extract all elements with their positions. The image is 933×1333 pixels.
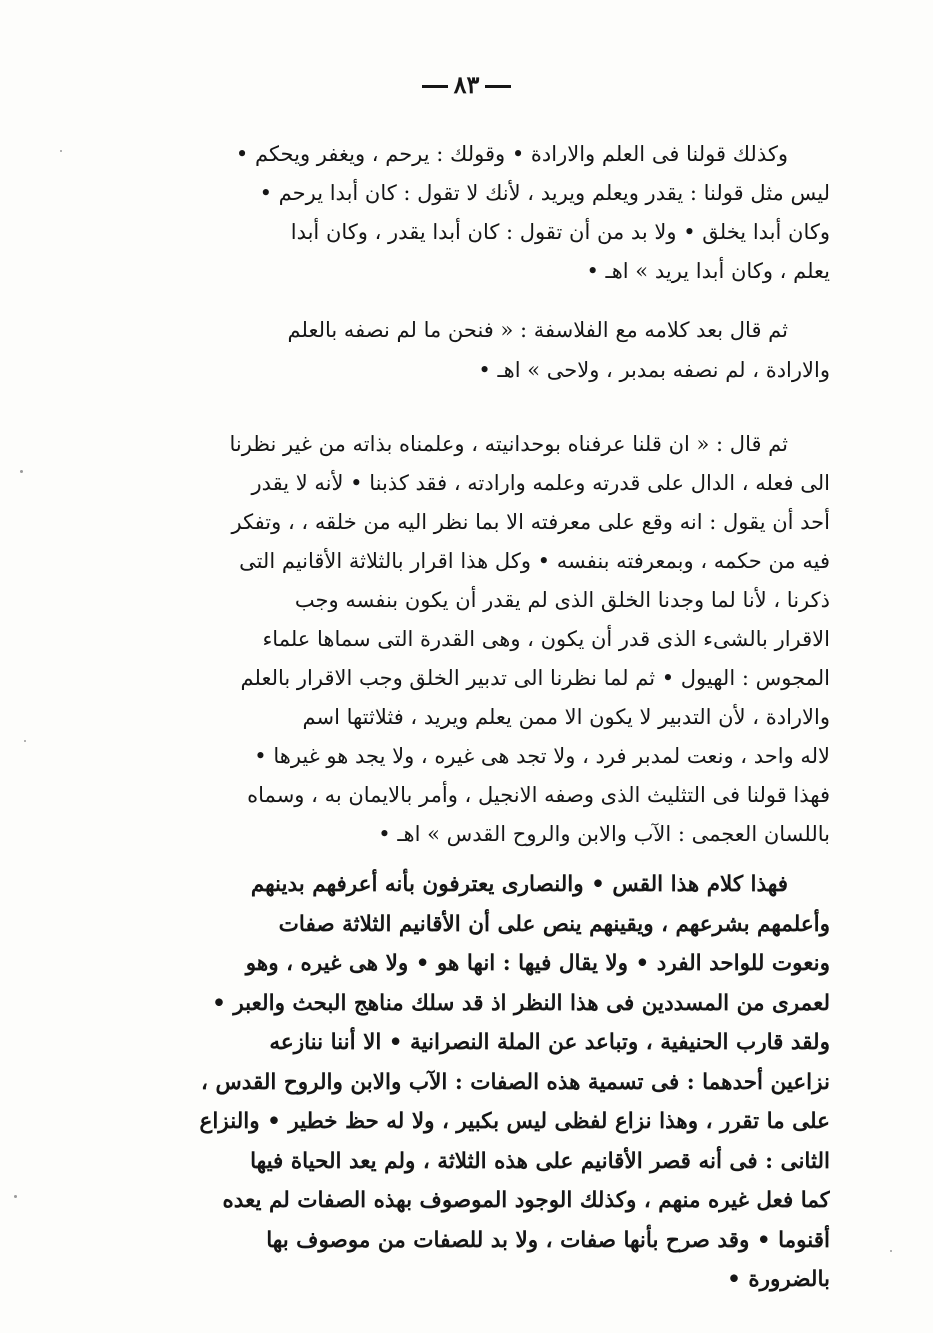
text-line: فيه من حكمه ، وبمعرفته بنفسه • وكل هذا اقرار بالثلاثة الأقانيم التى (239, 549, 830, 573)
scan-speck (60, 150, 62, 152)
text-line: والارادة ، لم نصفه بمدبر ، ولاحى » اهـ • (478, 358, 830, 382)
text-line: فهذا كلام هذا القس • والنصارى يعترفون بأنه أعرفهم بدينهم (250, 872, 788, 897)
text-line: الاقرار بالشىء الذى قدر أن يكون ، وهى القدرة التى سماها علماء (262, 627, 830, 651)
paragraph-1 (150, 135, 830, 291)
paragraph-2 (150, 310, 830, 390)
text-line: أحد أن يقول : انه وقع على معرفته الا بما نظر اليه من خلقه ، ، وتفكر (231, 510, 830, 534)
text-line: والارادة ، لأن التدبير لا يكون الا ممن يعلم ويريد ، فثلاثتها اسم (302, 705, 830, 729)
text-line: فهذا قولنا فى التثليث الذى وصفه الانجيل ، وأمر بالايمان به ، وسماه (247, 783, 830, 807)
text-line: أقنوما • وقد صرح بأنها صفات ، ولا بد للصفات من موصوف بها (266, 1227, 830, 1253)
text-line: باللسان العجمى : الآب والابن والروح القدس » اهـ • (378, 822, 830, 846)
text-line: على ما تقرر ، وهذا نزاع لفظى ليس بكبير ، ولا له حظ خطير • والنزاع (199, 1109, 830, 1134)
text-line: المجوس : الهيول • ثم لما نظرنا الى تدبير الخلق وجب الاقرار بالعلم (240, 666, 830, 690)
text-line: كما فعل غيره منهم ، وكذلك الوجود الموصوف بهذه الصفات لم يعده (222, 1188, 830, 1213)
page-number-dash-right (485, 85, 511, 88)
text-line: الثانى : فى أنه قصر الأقانيم على هذه الثلاثة ، ولم يعد الحياة فيها (250, 1148, 830, 1174)
text-line: الى فعله ، الدال على قدرته وعلمه وارادته ، فقد كذبنا • لأنه لا يقدر (251, 471, 830, 495)
text-line: ليس مثل قولنا : يقدر ويعلم ويريد ، لأنك لا تقول : كان أبدا يرحم • (259, 181, 830, 205)
text-line: ثم قال بعد كلامه مع الفلاسفة : « فنحن ما لم نصفه بالعلم (287, 318, 788, 342)
page-number-value: ٨٣ (453, 70, 480, 99)
scan-speck (20, 470, 23, 473)
text-line: وكذلك قولنا فى العلم والارادة • وقولك : يرحم ، ويغفر ويحكم • (235, 142, 788, 166)
paragraph-4 (150, 865, 830, 1300)
text-line: ثم قال : « ان قلنا عرفناه بوحدانيته ، وعلمناه بذاته من غير نظرنا (229, 432, 788, 456)
text-line: وكان أبدا يخلق • ولا بد من أن تقول : كان أبدا يقدر ، وكان أبدا (290, 220, 830, 244)
text-line: وأعلمهم بشرعهم ، ويقينهم ينص على أن الأقانيم الثلاثة صفات (278, 911, 830, 937)
text-line: لاله واحد ، ونعت لمدبر فرد ، ولا تجد هى غيره ، ولا يجد هو غيرها • (254, 744, 830, 768)
text-line: ذكرنا ، لأنا لما وجدنا الخلق الذى لم يقدر أن يكون بنفسه وجب (294, 588, 830, 612)
text-line: بالضرورة • (727, 1267, 830, 1292)
text-line: لعمرى من المسددين فى هذا النظر اذ قد سلك مناهج البحث والعبر • (212, 990, 830, 1016)
scan-speck (890, 1250, 892, 1252)
page-number-dash-left (422, 85, 448, 88)
paragraph-3 (150, 425, 830, 854)
text-line: ونعوت للواحد الفرد • ولا يقال فيها : انها هو • ولا هى غيره ، وهو (245, 951, 830, 976)
text-line: ولقد قارب الحنيفية ، وتباعد عن الملة النصرانية • الا أننا ننازعه (269, 1030, 830, 1055)
scan-speck (24, 740, 26, 742)
page-number (0, 70, 933, 99)
text-line: نزاعين أحدهما : فى تسمية هذه الصفات : الآب والابن والروح القدس ، (201, 1069, 830, 1095)
text-line: يعلم ، وكان أبدا يريد » اهـ • (586, 259, 830, 283)
scan-speck (14, 1195, 17, 1198)
